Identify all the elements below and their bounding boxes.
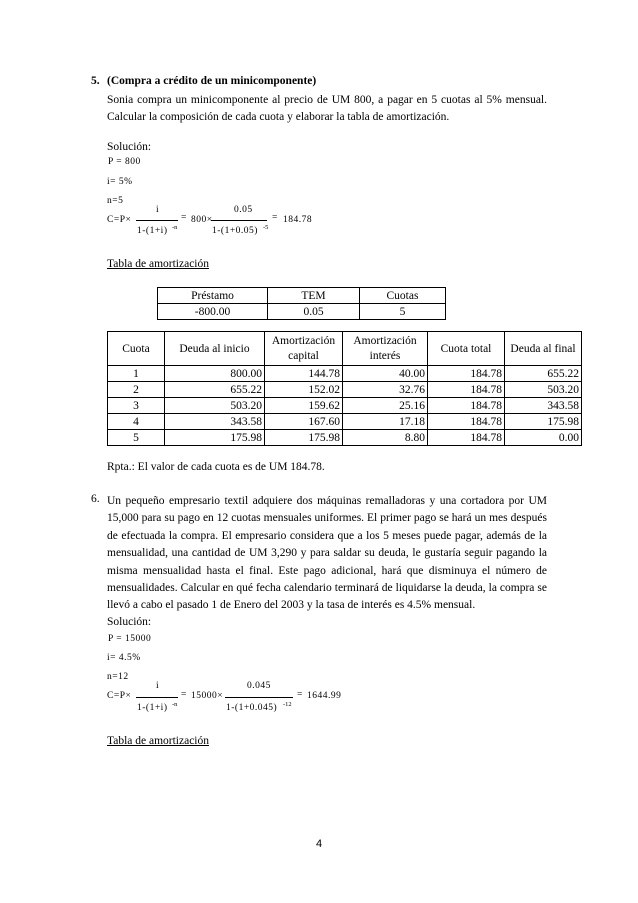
cell: 175.98 [265, 430, 343, 446]
cell: 3 [108, 398, 165, 414]
cell: 175.98 [165, 430, 265, 446]
cell: 184.78 [428, 398, 505, 414]
cell: 184.78 [428, 382, 505, 398]
cell: 800.00 [165, 366, 265, 382]
cell: 503.20 [165, 398, 265, 414]
formula-fraction-bar [136, 697, 178, 698]
cell: 144.78 [265, 366, 343, 382]
problem-5-statement: Sonia compra un minicomponente al precio de UM 800, a pagar en 5 cuotas al 5% mensual. Calcular la composición de cada cuota y elaborar la tabla de amortización. [107, 94, 547, 124]
principal-value-2: P = 15000 [108, 634, 152, 644]
loan-summary-table [157, 287, 446, 320]
formula-exponent-value: -12 [283, 701, 292, 708]
summary-header-rate: TEM [268, 288, 360, 304]
table-row [108, 398, 582, 414]
problem-5-title: (Compra a crédito de un minicomponente) [107, 75, 317, 87]
table-row [108, 366, 582, 382]
header-cuota: Cuota [108, 332, 165, 366]
cell: 184.78 [428, 366, 505, 382]
problem-5-number: 5. [91, 75, 100, 87]
amortization-table-title-2: Tabla de amortización [107, 735, 210, 747]
summary-header-installments: Cuotas [360, 288, 446, 304]
table-row [108, 382, 582, 398]
formula-equals-1: = [181, 213, 187, 223]
cell: 5 [108, 430, 165, 446]
cell: 17.18 [343, 414, 428, 430]
formula-equals-2: = [297, 690, 303, 700]
cell: 343.58 [165, 414, 265, 430]
cell: 0.00 [505, 430, 582, 446]
formula-equals-1: = [181, 690, 187, 700]
solution-label-2: Solución: [107, 616, 152, 628]
amortization-table [107, 331, 582, 446]
cell: 175.98 [505, 414, 582, 430]
summary-header-loan: Préstamo [158, 288, 268, 304]
interest-rate-value: i= 5% [107, 177, 133, 187]
formula-denominator-symbolic: 1-(1+i) [137, 226, 168, 236]
problem-6-statement: Un pequeño empresario textil adquiere dos máquinas remalladoras y una cortadora por UM 15,000 para su pago en 12 cuotas mensuales uniformes. El primer pago se hará un mes después de efectuada la compra. El empresario considera que a los 5 meses puede pagar, además de la mensualidad, una cantidad de UM 3,290 y para saldar su deuda, le gustaría seguir pagando la misma mensualidad hasta el final. Este pago adicional, hará que disminuya el número de mensualidades. Calcular en qué fecha calendario terminará de liquidarse la deuda, la compra se llevó a cabo el pasado 1 de Enero del 2003 y la tasa de interés es 4.5% mensual. [107, 495, 547, 612]
formula-result: 184.78 [283, 215, 313, 225]
header-deuda-final: Deuda al final [505, 332, 582, 366]
solution-label: Solución: [107, 141, 152, 153]
formula-numerator-symbolic: i [156, 681, 160, 691]
cell: 1 [108, 366, 165, 382]
periods-value-2: n=12 [107, 672, 129, 682]
cell: 343.58 [505, 398, 582, 414]
formula-lhs: C=P× [107, 691, 132, 701]
principal-value: P = 800 [108, 157, 141, 167]
periods-value: n=5 [107, 196, 124, 206]
formula-exponent-symbolic: -n [172, 701, 178, 708]
formula-result: 1644.99 [307, 691, 342, 701]
header-deuda-inicio: Deuda al inicio [165, 332, 265, 366]
header-cuota-total: Cuota total [428, 332, 505, 366]
summary-value-rate: 0.05 [268, 304, 360, 320]
table-row [108, 414, 582, 430]
cell: 25.16 [343, 398, 428, 414]
header-amortizacion-interes: Amortización interés [343, 332, 428, 366]
formula-multiplier: 15000× [191, 691, 224, 701]
problem-6-number: 6. [91, 493, 100, 505]
formula-fraction-bar-value [225, 697, 293, 698]
formula-denominator-value: 1-(1+0.045) [226, 703, 278, 713]
table-row [108, 430, 582, 446]
formula-numerator-value: 0.045 [247, 681, 271, 691]
cell: 184.78 [428, 430, 505, 446]
formula-denominator-value: 1-(1+0.05) [212, 226, 258, 236]
formula-numerator-symbolic: i [156, 205, 160, 215]
formula-numerator-value: 0.05 [234, 205, 253, 215]
summary-value-installments: 5 [360, 304, 446, 320]
page-number: 4 [316, 838, 323, 850]
interest-rate-value-2: i= 4.5% [107, 653, 141, 663]
cell: 40.00 [343, 366, 428, 382]
cell: 32.76 [343, 382, 428, 398]
cell: 159.62 [265, 398, 343, 414]
cell: 2 [108, 382, 165, 398]
cell: 167.60 [265, 414, 343, 430]
formula-fraction-bar-value [211, 220, 267, 221]
formula-fraction-bar [136, 220, 178, 221]
formula-multiplier: 800× [191, 215, 213, 225]
cell: 152.02 [265, 382, 343, 398]
formula-denominator-symbolic: 1-(1+i) [137, 703, 168, 713]
cell: 655.22 [165, 382, 265, 398]
formula-exponent-value: -5 [263, 224, 269, 231]
formula-exponent-symbolic: -n [172, 224, 178, 231]
summary-value-loan: -800.00 [158, 304, 268, 320]
cell: 8.80 [343, 430, 428, 446]
amortization-table-title: Tabla de amortización [107, 258, 210, 270]
formula-equals-2: = [272, 213, 278, 223]
header-amortizacion-capital: Amortización capital [265, 332, 343, 366]
cell: 184.78 [428, 414, 505, 430]
formula-lhs: C=P× [107, 215, 132, 225]
cell: 503.20 [505, 382, 582, 398]
cell: 4 [108, 414, 165, 430]
cell: 655.22 [505, 366, 582, 382]
answer-line: Rpta.: El valor de cada cuota es de UM 184.78. [107, 461, 325, 473]
